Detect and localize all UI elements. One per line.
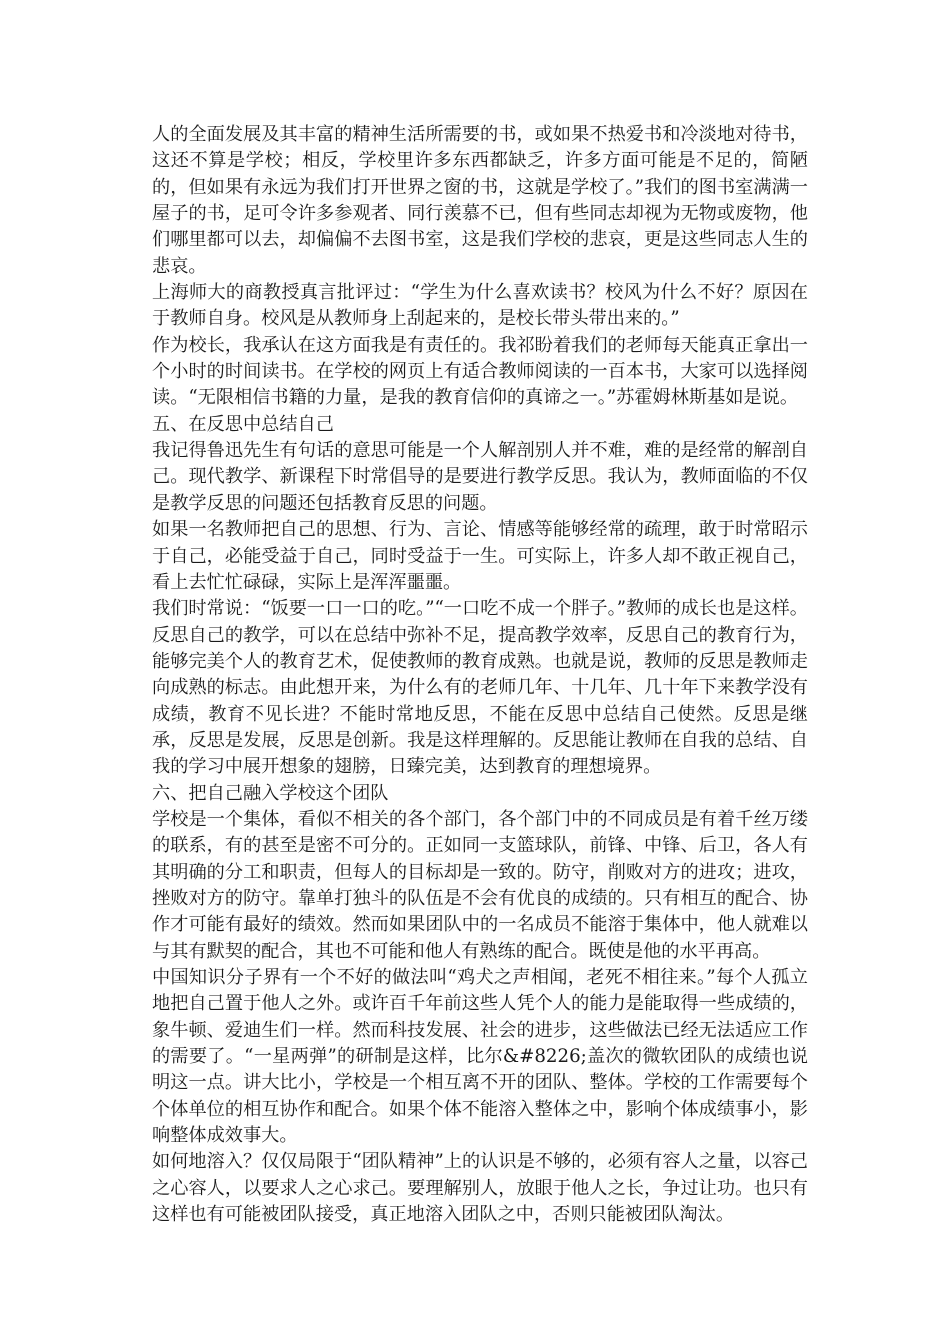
paragraph-self-review: 如果一名教师把自己的思想、行为、言论、情感等能够经常的疏理，敢于时常昭示于自己，必能受益于自己，同时受益于一生。可实际上，许多人却不敢正视自己，看上去忙忙碌碌，实际上是浑浑噩噩。 (152, 519, 808, 593)
paragraph-teacher-growth: 我们时常说：“饭要一口一口的吃。”“一口吃不成一个胖子。”教师的成长也是这样。反思自己的教学，可以在总结中弥补不足，提高教学效率，反思自己的教育行为，能够完美个人的教育艺术，促使教师的教育成熟。也就是说，教师的反思是教师走向成熟的标志。由此想开来，为什么有的老师几年、十几年、几十年下来教学没有成绩，教育不见长进？不能时常地反思，不能在反思中总结自己使然。反思是继承，反思是发展，反思是创新。我是这样理解的。反思能让教师在自我的总结、自我的学习中展开想象的翅膀，日臻完美，达到教育的理想境界。 (152, 598, 808, 778)
paragraph-how-to-integrate: 如何地溶入？仅仅局限于“团队精神”上的认识是不够的，必须有容人之量，以容己之心容人，以要求人之心求己。要理解别人，放眼于他人之长，争过让功。也只有这样也有可能被团队接受，真正地溶入团队之中，否则只能被团队淘汰。 (152, 1151, 808, 1226)
paragraph-intellectuals: 中国知识分子界有一个不好的做法叫“鸡犬之声相闻，老死不相往来。”每个人孤立地把自己置于他人之外。或许百千年前这些人凭个人的能力是能取得一些成绩的，象牛顿、爱迪生们一样。然而科技发展、社会的进步，这些做法已经无法适应工作的需要了。“一星两弹”的研制是这样，比尔&#8226;盖次的微软团队的成绩也说明这一点。讲大比小，学校是一个相互离不开的团队、整体。学校的工作需要每个个体单位的相互协作和配合。如果个体不能溶入整体之中，影响个体成绩事小，影响整体成效事大。 (152, 967, 808, 1147)
paragraph-luxun-reflection: 我记得鲁迅先生有句话的意思可能是一个人解剖别人并不难，难的是经常的解剖自己。现代教学、新课程下时常倡导的是要进行教学反思。我认为，教师面临的不仅是教学反思的问题还包括教育反思的问题。 (152, 440, 808, 514)
section-heading-team: 六、把自己融入学校这个团队 (152, 782, 389, 804)
paragraph-books-school: 人的全面发展及其丰富的精神生活所需要的书，或如果不热爱书和冷淡地对待书，这还不算是学校；相反，学校里许多东西都缺乏，许多方面可能是不足的，简陋的，但如果有永远为我们打开世界之窗的书，这就是学校了。”我们的图书室满满一屋子的书，足可令许多参观者、同行羡慕不已，但有些同志却视为无物或废物，他们哪里都可以去，却偏偏不去图书室，这是我们学校的悲哀，更是这些同志人生的悲哀。 (152, 124, 808, 277)
document-body (152, 122, 808, 1228)
paragraph-basketball-team: 学校是一个集体，看似不相关的各个部门，各个部门中的不同成员是有着千丝万缕的联系，有的甚至是密不可分的。正如同一支篮球队，前锋、中锋、后卫，各人有其明确的分工和职责，但每人的目标却是一致的。防守，削败对方的进攻；进攻，挫败对方的防守。靠单打独斗的队伍是不会有优良的成绩的。只有相互的配合、协作才可能有最好的绩效。然而如果团队中的一名成员不能溶于集体中，他人就难以与其有默契的配合，其也不可能和他人有熟练的配合。既使是他的水平再高。 (152, 808, 808, 962)
section-heading-reflection: 五、在反思中总结自己 (152, 413, 334, 435)
paragraph-principal-reading: 作为校长，我承认在这方面我是有责任的。我祁盼着我们的老师每天能真正拿出一个小时的时间读书。在学校的网页上有适合教师阅读的一百本书，大家可以选择阅读。“无限相信书籍的力量，是我的教育信仰的真谛之一。”苏霍姆林斯基如是说。 (152, 334, 808, 409)
paragraph-professor-quote: 上海师大的商教授真言批评过：“学生为什么喜欢读书？校风为什么不好？原因在于教师自身。校风是从教师身上刮起来的，是校长带头带出来的。” (152, 282, 808, 330)
